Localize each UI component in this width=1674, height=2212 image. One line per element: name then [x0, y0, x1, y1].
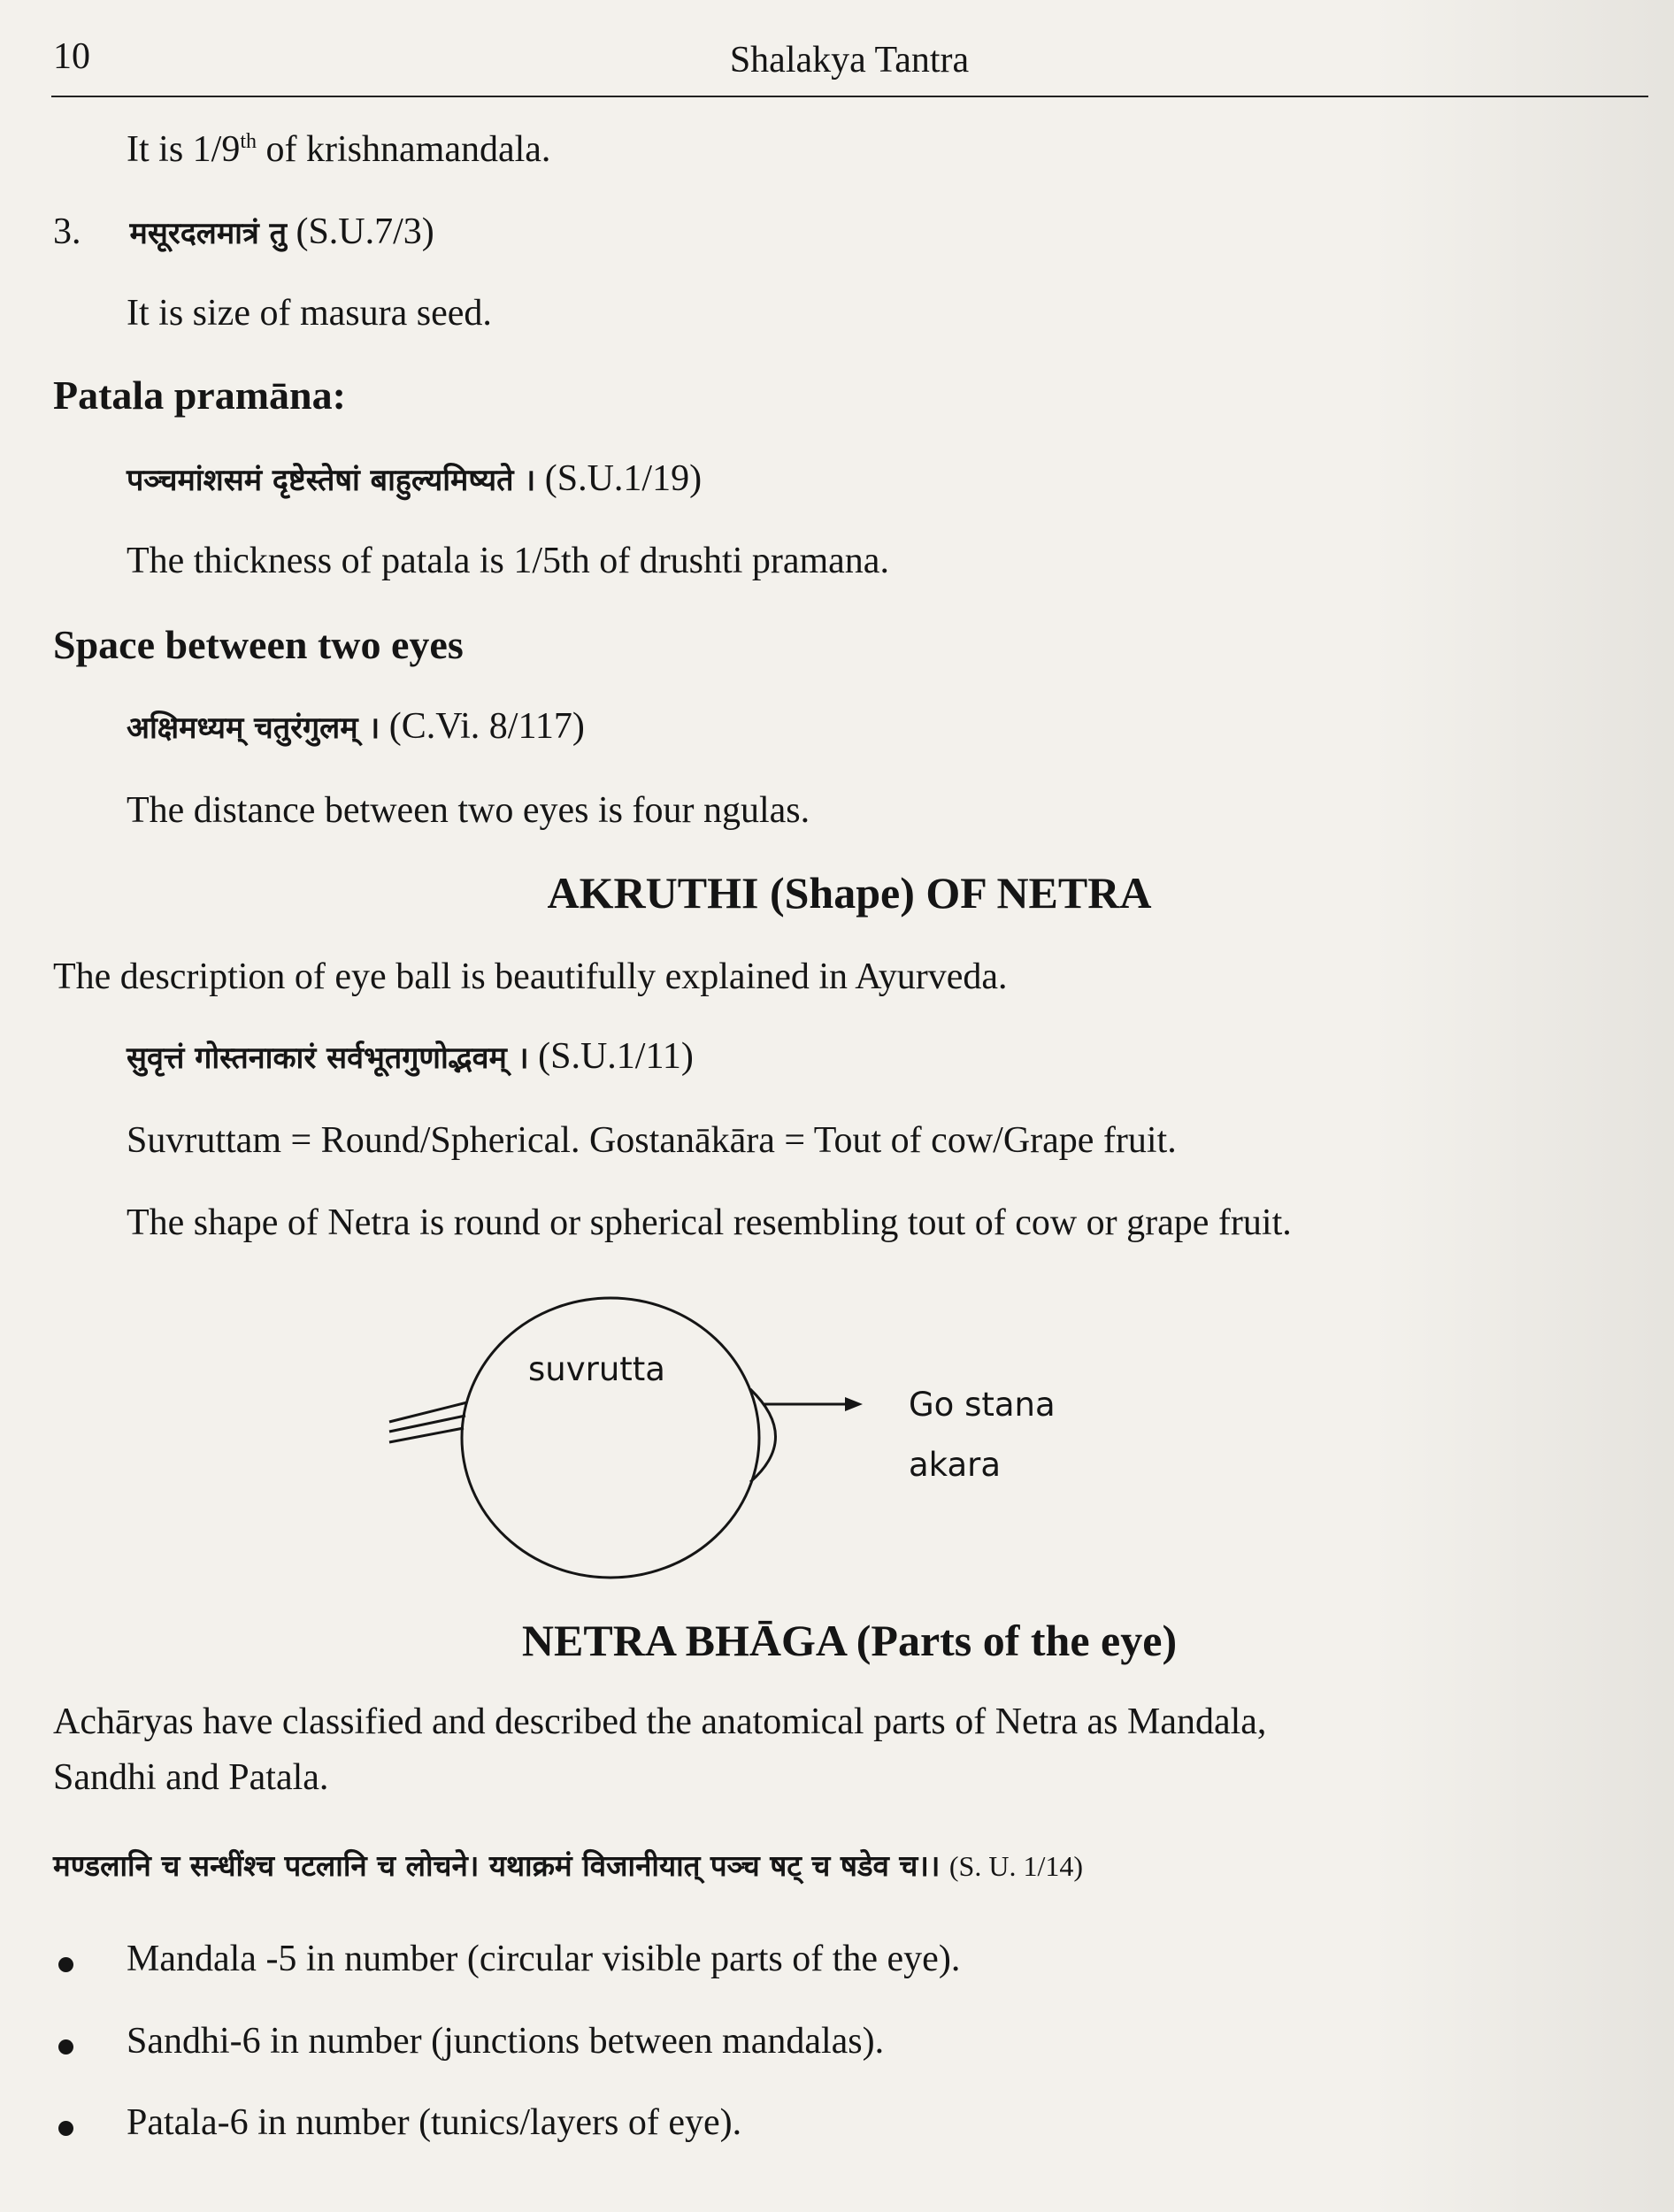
bullet-patala: Patala-6 in number (tunics/layers of eye). [127, 2102, 742, 2143]
space-verse: अक्षिमध्यम् चतुरंगुलम् । (C.Vi. 8/117) [127, 706, 585, 747]
item-3-sanskrit: मसूरदलमात्रं तु [129, 216, 287, 251]
patala-heading: Patala pramāna: [53, 373, 346, 418]
netra-bhaga-heading: NETRA BHĀGA (Parts of the eye) [521, 1616, 1178, 1665]
label-suvrutta: suvrutta [528, 1350, 665, 1388]
page-number: 10 [53, 36, 90, 77]
netra-bhaga-intro-1: Achāryas have classified and described the anatomical parts of Netra as Mandala, [53, 1701, 1267, 1742]
akruthi-heading: AKRUTHI (Shape) OF NETRA [547, 868, 1152, 918]
netra-bhaga-intro-2: Sandhi and Patala. [53, 1757, 329, 1798]
pointer-arrowhead [845, 1397, 863, 1411]
item-3-explanation: It is size of masura seed. [127, 293, 492, 334]
akruthi-explanation: The shape of Netra is round or spherical resembling tout of cow or grape fruit. [127, 1202, 1292, 1243]
running-title: Shalakya Tantra [729, 40, 970, 81]
eyeball-outline [462, 1298, 759, 1578]
akruthi-verse: सुवृत्तं गोस्तनाकारं सर्वभूतगुणोद्भवम् । (S.U.1/11) [127, 1036, 694, 1077]
krishna-fraction-line: It is 1/9th of krishnamandala. [127, 129, 551, 170]
label-go-stana: Go stana [909, 1386, 1056, 1424]
item-3-reference: (S.U.7/3) [296, 211, 434, 252]
netra-bhaga-verse: मण्डलानि च सन्धींश्च पटलानि च लोचने। यथाक्रमं विजानीयात् पञ्च षट् च षडेव च।। (S. U. 1/14) [53, 1848, 1083, 1883]
akruthi-intro: The description of eye ball is beautifully explained in Ayurveda. [53, 956, 1008, 997]
bullet-marker [58, 2121, 73, 2136]
space-heading: Space between two eyes [53, 622, 464, 667]
bullet-marker [58, 2039, 73, 2055]
bullet-sandhi: Sandhi-6 in number (junctions between mandalas). [127, 2021, 885, 2062]
patala-explanation: The thickness of patala is 1/5th of drushti pramana. [127, 541, 889, 581]
bullet-mandala: Mandala -5 in number (circular visible parts of the eye). [127, 1939, 961, 1979]
label-akara: akara [909, 1446, 1002, 1484]
patala-verse: पञ्चमांशसमं दृष्टेस्तेषां बाहुल्यमिष्यते । (S.U.1/19) [127, 458, 703, 499]
item-3: 3. मसूरदलमात्रं तु (S.U.7/3) [53, 211, 434, 252]
space-explanation: The distance between two eyes is four ngulas. [127, 790, 810, 831]
akruthi-definition: Suvruttam = Round/Spherical. Gostanākāra = Tout of cow/Grape fruit. [127, 1120, 1177, 1161]
bullet-marker [58, 1957, 73, 1972]
